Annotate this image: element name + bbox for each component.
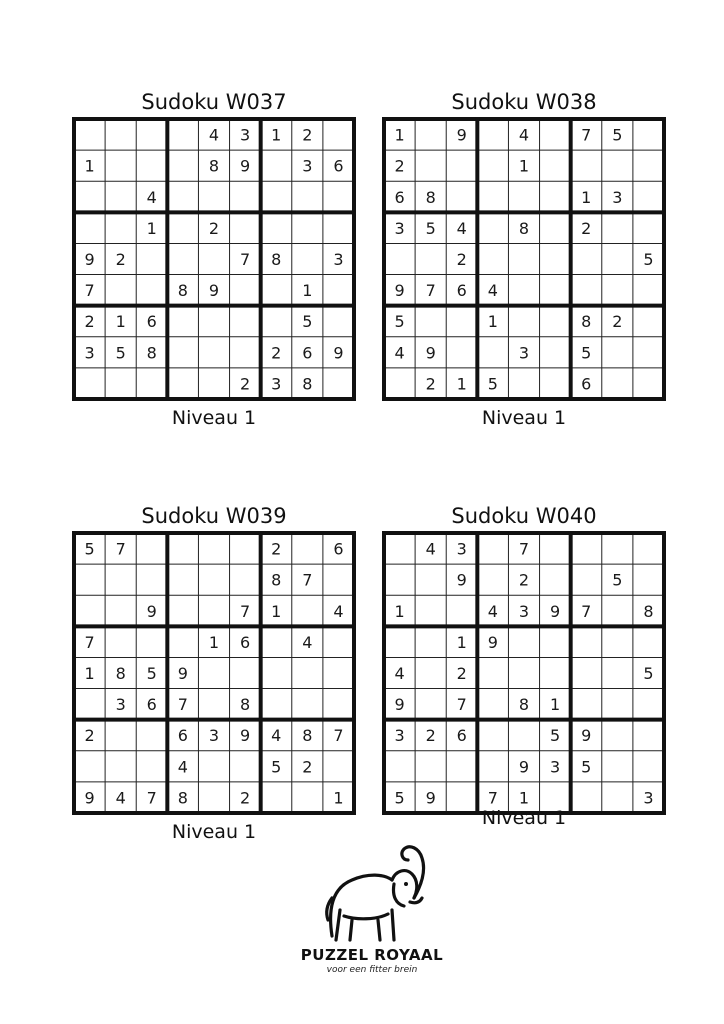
- given-digit: 3: [518, 343, 530, 363]
- given-digit: 6: [333, 156, 344, 176]
- given-digit: 1: [394, 601, 405, 621]
- given-digit: 4: [208, 125, 220, 145]
- given-digit: 5: [115, 343, 126, 363]
- given-digit: 2: [271, 343, 282, 363]
- given-digit: 5: [394, 788, 405, 808]
- given-digit: 6: [302, 343, 313, 363]
- given-digit: 5: [302, 312, 313, 332]
- given-digit: 7: [425, 281, 436, 301]
- given-digit: 5: [643, 250, 654, 269]
- given-digit: 9: [177, 664, 188, 683]
- given-digit: 2: [581, 218, 592, 238]
- given-digit: 9: [240, 156, 251, 176]
- given-digit: 1: [456, 374, 467, 394]
- given-digit: 8: [425, 187, 436, 207]
- given-digit: 2: [240, 374, 251, 394]
- given-digit: 9: [425, 343, 436, 363]
- given-digit: 4: [456, 218, 467, 238]
- given-digit: 1: [302, 281, 313, 301]
- given-digit: 2: [240, 788, 251, 808]
- given-digit: 7: [581, 125, 592, 145]
- given-digit: 7: [84, 281, 95, 301]
- given-digit: 1: [581, 187, 592, 207]
- sudoku-grid-svg: [382, 531, 666, 815]
- given-digit: 9: [581, 726, 592, 746]
- given-digit: 7: [177, 695, 188, 715]
- given-digit: 8: [518, 695, 530, 715]
- given-digit: 8: [643, 601, 654, 621]
- given-digit: 4: [487, 281, 498, 301]
- given-digit: 2: [425, 726, 436, 746]
- given-digit: 1: [518, 156, 530, 176]
- given-digit: 5: [581, 343, 592, 363]
- given-digit: 1: [208, 632, 220, 652]
- given-digit: 3: [271, 374, 282, 394]
- given-digit: 7: [456, 695, 467, 715]
- puzzle-title: Sudoku W040: [451, 504, 597, 528]
- given-digit: 1: [84, 664, 95, 683]
- given-digit: 2: [84, 726, 95, 746]
- puzzle-level: Niveau 1: [481, 407, 567, 429]
- given-digit: 4: [394, 664, 405, 683]
- given-digit: 4: [302, 632, 313, 652]
- given-digit: 8: [271, 250, 282, 269]
- given-digit: 9: [394, 281, 405, 301]
- given-digit: 8: [518, 218, 530, 238]
- puzzle-level: Niveau 1: [171, 407, 257, 429]
- given-digit: 1: [146, 218, 157, 238]
- given-digit: 6: [146, 312, 157, 332]
- given-digit: 8: [177, 281, 188, 301]
- given-digit: 6: [240, 632, 251, 652]
- given-digit: 3: [333, 250, 344, 269]
- given-digit: 8: [240, 695, 251, 715]
- sudoku-grid-svg: [382, 117, 666, 401]
- given-digit: 1: [333, 788, 344, 808]
- given-digit: 2: [612, 312, 623, 332]
- given-digit: 2: [302, 757, 313, 777]
- given-digit: 1: [550, 695, 561, 715]
- sudoku-grid[interactable]: [382, 531, 666, 815]
- given-digit: 7: [302, 570, 313, 590]
- given-digit: 9: [84, 250, 95, 269]
- given-digit: 6: [177, 726, 188, 746]
- given-digit: 8: [581, 312, 592, 332]
- given-digit: 1: [84, 156, 95, 176]
- given-digit: 7: [333, 726, 344, 746]
- elephant-icon: [322, 840, 432, 948]
- given-digit: 2: [425, 374, 436, 394]
- given-digit: 9: [518, 757, 530, 777]
- puzzle-title: Sudoku W038: [451, 90, 597, 114]
- given-digit: 4: [333, 601, 344, 621]
- given-digit: 2: [394, 156, 405, 176]
- given-digit: 3: [394, 218, 405, 238]
- given-digit: 4: [394, 343, 405, 363]
- given-digit: 9: [146, 601, 157, 621]
- given-digit: 3: [208, 726, 220, 746]
- given-digit: 1: [394, 125, 405, 145]
- sudoku-grid-svg: [72, 531, 356, 815]
- given-digit: 7: [487, 788, 498, 808]
- given-digit: 9: [240, 726, 251, 746]
- given-digit: 7: [115, 539, 126, 559]
- given-digit: 6: [333, 539, 344, 559]
- given-digit: 5: [146, 664, 157, 683]
- given-digit: 9: [208, 281, 220, 301]
- given-digit: 2: [84, 312, 95, 332]
- given-digit: 8: [208, 156, 220, 176]
- given-digit: 1: [115, 312, 126, 332]
- sudoku-grid[interactable]: [382, 117, 666, 401]
- given-digit: 3: [84, 343, 95, 363]
- given-digit: 5: [394, 312, 405, 332]
- given-digit: 9: [456, 125, 467, 145]
- brand-tagline: voor een fitter brein: [326, 965, 418, 975]
- given-digit: 7: [240, 601, 251, 621]
- given-digit: 9: [394, 695, 405, 715]
- given-digit: 5: [612, 125, 623, 145]
- puzzle-title: Sudoku W039: [141, 504, 287, 528]
- given-digit: 2: [456, 664, 467, 683]
- given-digit: 1: [456, 632, 467, 652]
- sudoku-grid[interactable]: [72, 531, 356, 815]
- given-digit: 9: [456, 570, 467, 590]
- given-digit: 8: [146, 343, 157, 363]
- given-digit: 8: [115, 664, 126, 683]
- given-digit: 7: [146, 788, 157, 808]
- given-digit: 3: [240, 125, 251, 145]
- given-digit: 8: [271, 570, 282, 590]
- given-digit: 9: [84, 788, 95, 808]
- given-digit: 4: [177, 757, 188, 777]
- given-digit: 4: [518, 125, 530, 145]
- given-digit: 6: [146, 695, 157, 715]
- given-digit: 5: [84, 539, 95, 559]
- given-digit: 3: [115, 695, 126, 715]
- given-digit: 8: [302, 726, 313, 746]
- given-digit: 4: [425, 539, 436, 559]
- given-digit: 1: [518, 788, 530, 808]
- given-digit: 4: [115, 788, 126, 808]
- given-digit: 2: [456, 250, 467, 269]
- given-digit: 2: [302, 125, 313, 145]
- given-digit: 3: [612, 187, 623, 207]
- given-digit: 7: [84, 632, 95, 652]
- given-digit: 4: [487, 601, 498, 621]
- given-digit: 6: [581, 374, 592, 394]
- brand-name: PUZZEL ROYAAL: [300, 946, 444, 964]
- given-digit: 7: [581, 601, 592, 621]
- given-digit: 2: [208, 218, 220, 238]
- given-digit: 5: [425, 218, 436, 238]
- given-digit: 6: [456, 281, 467, 301]
- given-digit: 5: [612, 570, 623, 590]
- given-digit: 9: [333, 343, 344, 363]
- sudoku-grid-svg: [72, 117, 356, 401]
- given-digit: 7: [518, 539, 530, 559]
- given-digit: 3: [394, 726, 405, 746]
- sudoku-grid[interactable]: [72, 117, 356, 401]
- puzzle-level: Niveau 1: [171, 821, 257, 843]
- given-digit: 1: [271, 125, 282, 145]
- given-digit: 2: [271, 539, 282, 559]
- given-digit: 9: [425, 788, 436, 808]
- given-digit: 4: [146, 187, 157, 207]
- given-digit: 6: [456, 726, 467, 746]
- given-digit: 2: [518, 570, 530, 590]
- given-digit: 1: [487, 312, 498, 332]
- given-digit: 8: [177, 788, 188, 808]
- given-digit: 6: [394, 187, 405, 207]
- given-digit: 3: [302, 156, 313, 176]
- given-digit: 3: [518, 601, 530, 621]
- given-digit: 1: [271, 601, 282, 621]
- given-digit: 3: [550, 757, 561, 777]
- given-digit: 4: [271, 726, 282, 746]
- given-digit: 5: [581, 757, 592, 777]
- given-digit: 9: [487, 632, 498, 652]
- brand-block: [262, 840, 482, 990]
- given-digit: 3: [643, 788, 654, 808]
- given-digit: 5: [271, 757, 282, 777]
- given-digit: 7: [240, 250, 251, 269]
- puzzle-level: Niveau 1: [481, 807, 567, 829]
- given-digit: 8: [302, 374, 313, 394]
- given-digit: 5: [643, 664, 654, 683]
- given-digit: 2: [115, 250, 126, 269]
- puzzle-title: Sudoku W037: [141, 90, 287, 114]
- given-digit: 5: [487, 374, 498, 394]
- given-digit: 5: [550, 726, 561, 746]
- given-digit: 9: [550, 601, 561, 621]
- given-digit: 3: [456, 539, 467, 559]
